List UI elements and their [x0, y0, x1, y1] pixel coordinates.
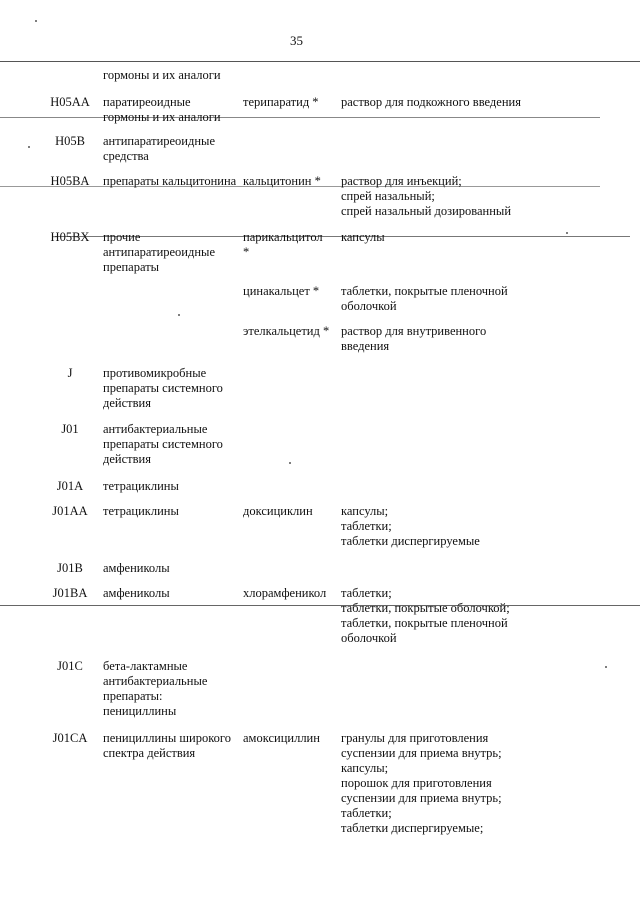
scan-speck [289, 462, 291, 464]
group-name: прочие антипаратиреоидные препараты [103, 230, 215, 274]
dosage-form: раствор для внутривенного введения [341, 324, 487, 353]
group-name: тетрациклины [103, 504, 179, 518]
atc-code: J [67, 366, 73, 380]
group-name: пенициллины широкого спектра действия [103, 731, 231, 760]
atc-code: J01AA [52, 504, 88, 518]
group-name: гормоны и их аналоги [103, 68, 221, 82]
atc-code: J01C [57, 659, 83, 673]
atc-code: J01 [61, 422, 79, 436]
group-name: препараты кальцитонина [103, 174, 237, 188]
drug-name: парикальцитол * [243, 230, 323, 259]
scan-speck [178, 314, 180, 316]
atc-code: H05AA [50, 95, 90, 109]
dosage-form: капсулы [341, 230, 385, 244]
scan-speck [566, 232, 568, 234]
group-name: антибактериальные препараты системного действия [103, 422, 223, 466]
group-name: противомикробные препараты системного действия [103, 366, 223, 410]
dosage-form: раствор для подкожного введения [341, 95, 521, 109]
drug-name: кальцитонин * [243, 174, 321, 188]
group-name: тетрациклины [103, 479, 179, 493]
atc-code: J01CA [52, 731, 88, 745]
separator-rule [0, 605, 640, 606]
dosage-form: таблетки; таблетки, покрытые оболочкой; таблетки, покрытые пленочной оболочкой [341, 586, 510, 645]
top-rule [0, 61, 640, 62]
group-name: амфениколы [103, 586, 170, 600]
atc-code: J01A [56, 479, 84, 493]
group-name: бета-лактамные антибактериальные препараты: пенициллины [103, 659, 208, 718]
group-name: паратиреоидные гормоны и их аналоги [103, 95, 221, 124]
drug-name: хлорамфеникол [243, 586, 327, 600]
scan-speck [28, 146, 30, 148]
separator-rule [0, 117, 600, 118]
atc-code: H05B [55, 134, 85, 148]
scan-speck [605, 666, 607, 668]
scan-speck [35, 20, 37, 22]
group-name: антипаратиреоидные средства [103, 134, 215, 163]
dosage-form: капсулы; таблетки; таблетки диспергируемые [341, 504, 480, 548]
drug-name: амоксициллин [243, 731, 320, 745]
atc-code: J01B [57, 561, 83, 575]
atc-code: H05BA [50, 174, 90, 188]
drug-name: доксициклин [243, 504, 313, 518]
page-number: 35 [290, 33, 303, 48]
dosage-form: раствор для инъекций; спрей назальный; спрей назальный дозированный [341, 174, 512, 218]
dosage-form: таблетки, покрытые пленочной оболочкой [341, 284, 508, 313]
atc-code: H05BX [50, 230, 90, 244]
drug-name: терипаратид * [243, 95, 319, 109]
drug-name: этелкальцетид * [243, 324, 330, 338]
group-name: амфениколы [103, 561, 170, 575]
atc-code: J01BA [52, 586, 88, 600]
dosage-form: гранулы для приготовления суспензии для приема внутрь; капсулы; порошок для приготовления суспензии для приема внутрь; таблетки; таблетки диспергируемые; [341, 731, 502, 835]
drug-name: цинакальцет * [243, 284, 320, 298]
